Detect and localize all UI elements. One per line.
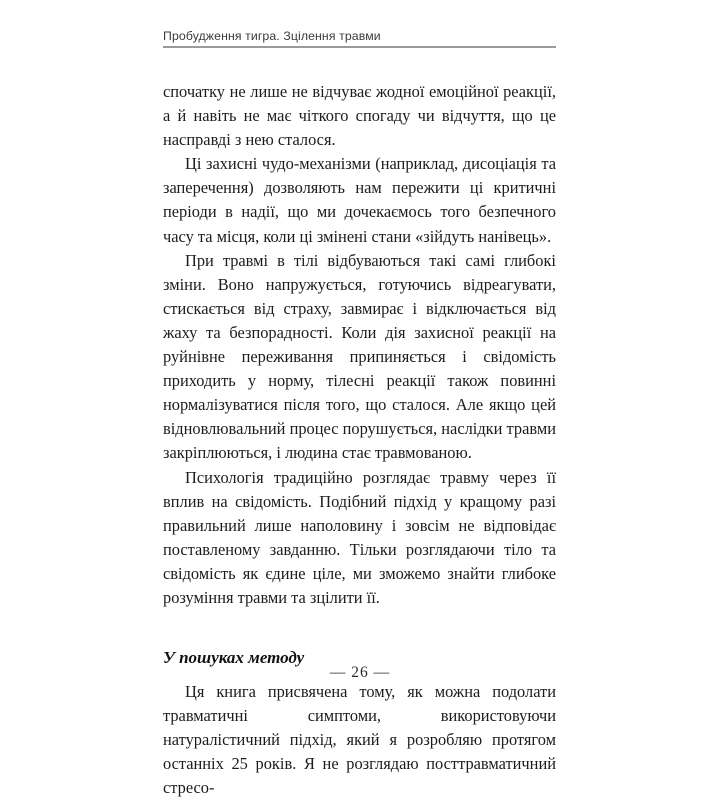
section-heading: У пошуках методу: [163, 648, 305, 668]
paragraph-defense-mechanisms: Ці захисні чудо-механізми (наприклад, дисоціація та заперечення) дозволяють нам пережити ці критичні періоди в надії, що ми дочекаємось того безпечного часу та місця, коли ці змінені стани «зійдуть нанівець».: [163, 154, 556, 246]
paragraph-psychology: Психологія традиційно розглядає травму через її вплив на свідомість. Подібний підхід у кращому разі правильний лише наполовину і зовсім не відповідає поставленому завданню. Тільки розглядаючи тіло та свідомість як єдине ціле, ми зможемо знайти глибоке розуміння травми та зцілити її.: [163, 467, 556, 607]
running-header-title: Пробудження тигра. Зцілення травми: [163, 29, 381, 43]
header-divider-rule: [163, 46, 556, 48]
body-text-block: [163, 80, 556, 801]
page-number-folio: — 26 —: [329, 664, 391, 681]
running-header: [163, 28, 556, 48]
paragraph-body-changes: При травмі в тілі відбуваються такі самі глибокі зміни. Воно напружується, готуючись відреагувати, стискається від страху, завмирає і відключається від жаху та безпорадності. Коли дія захисної реакції на руйнівне переживання припиняється і свідомість приходить у норму, тілесні реакції також повинні нормалізуватися після того, що сталося. Але якщо цей відновлювальний процес порушується, наслідки травми закріплюються, і людина стає травмованою.: [163, 250, 556, 463]
paragraph-book-subject: Ця книга присвячена тому, як можна подолати травматичні симптоми, використовуючи натуралістичний підхід, який я розробляю протягом останніх 25 років. Я не розглядаю посттравматичний стресо-: [163, 682, 556, 798]
paragraph-continuation: спочатку не лише не відчуває жодної емоційної реакції, а й навіть не має чіткого спогаду чи відчуття, що це насправді з нею сталося.: [163, 82, 556, 150]
